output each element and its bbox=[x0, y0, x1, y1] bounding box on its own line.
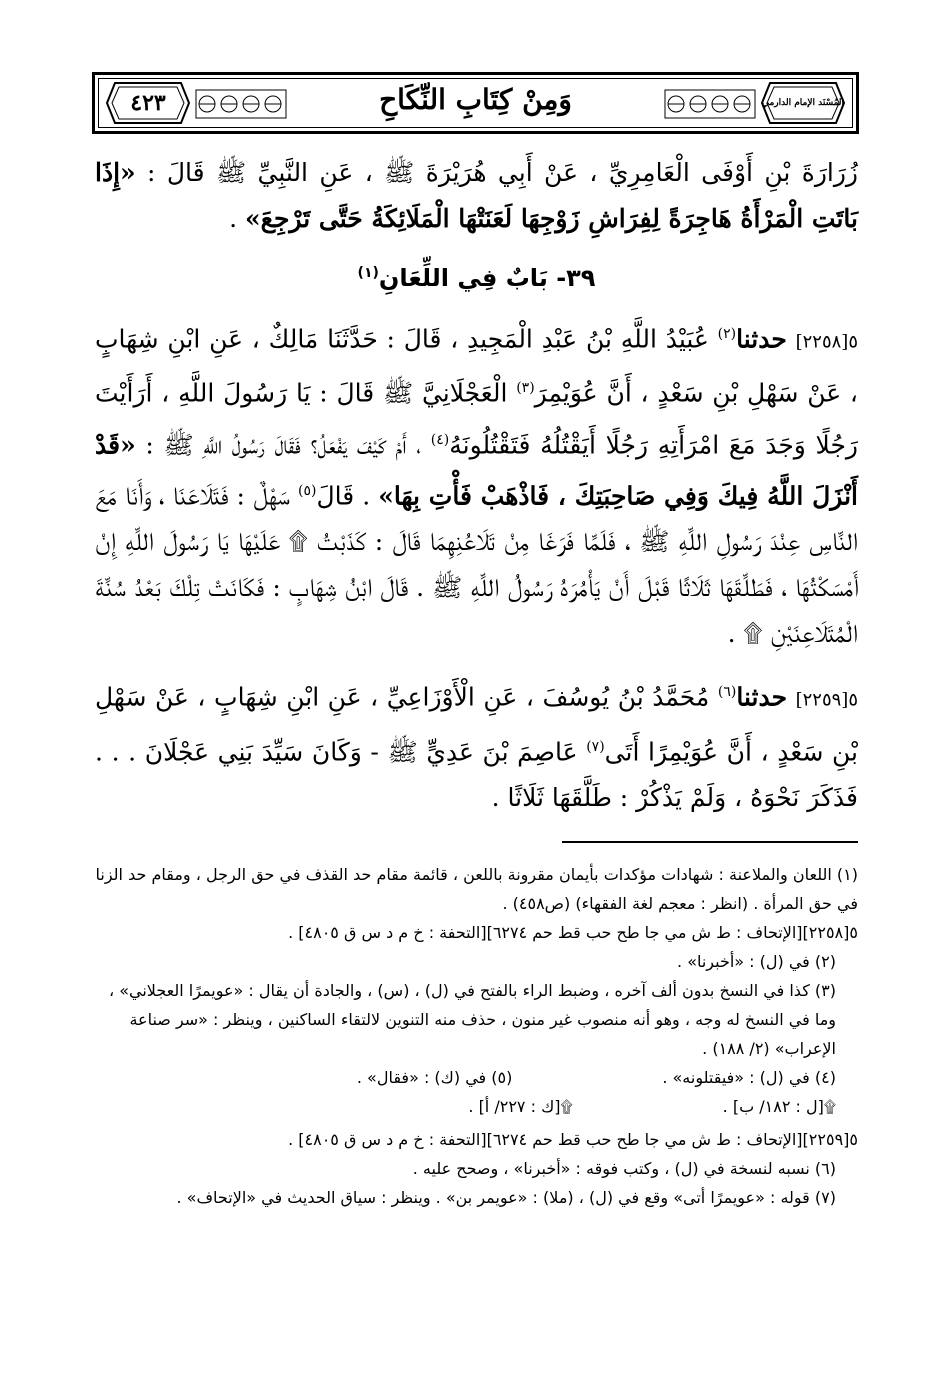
page-number: ٤٢٣ bbox=[130, 90, 166, 116]
footnote-divider bbox=[562, 841, 858, 843]
hadith-text: الْعَجْلَانِيَّ ﷺ قَالَ : يَا رَسُولَ اللَّهِ ، أَرَأَيْتَ رَجُلًا وَجَدَ مَعَ امْرَأَتِهِ رَجُلًا أَيَقْتُلُهُ فَتَقْتُلُونَهُ bbox=[95, 378, 858, 459]
footnote-row bbox=[95, 1063, 858, 1092]
footnote-ref: (٧) bbox=[586, 738, 605, 755]
footnote-ref: (٥) bbox=[298, 482, 317, 499]
chapter-heading bbox=[95, 248, 858, 303]
main-text bbox=[95, 150, 858, 821]
hadith-2259 bbox=[95, 669, 858, 821]
footnote-1: (١) اللعان والملاعنة : شهادات مؤكدات بأيمان مقرونة باللعن ، قائمة مقام حد القذف في حق الرجل ، ومقام حد الزنا في حق المرأة . (انظر : معجم لغة الفقهاء) (ص٤٥٨) . bbox=[95, 865, 858, 913]
folio-row bbox=[95, 1092, 858, 1121]
hadith-text: سَهْلٌ : فَتَلَاعَنَا ، وَأَنَا مَعَ النَّاسِ عِنْدَ رَسُولِ اللَّهِ ﷺ ، فَلَمَّا فَرَغَا مِنْ تَلَاعُنِهِمَا قَالَ : كَذَبْتُ ۩ عَلَيْهَا يَا رَسُولَ اللَّهِ إِنْ أَمْسَكْتُهَا ، فَطَلَّقَهَا ثَلَاثًا قَبْلَ أَنْ يَأْمُرَهُ رَسُولُ اللَّهِ ﷺ . قَالَ ابْنُ شِهَابٍ : فَكَانَتْ تِلْكَ بَعْدُ سُنَّةَ الْمُتَلَاعِنَيْنِ ۩ . bbox=[95, 481, 858, 649]
ithaf-reference: ٥[٢٢٥٩][الإتحاف : ط ش مي جا طح حب قط حم ٦٢٧٤][التحفة : خ م د س ق ٤٨٠٥] . bbox=[288, 1130, 858, 1149]
running-header bbox=[92, 72, 859, 134]
hadith-text: عُبَيْدُ اللَّهِ بْنُ عَبْدِ الْمَجِيدِ ، قَالَ : حَدَّثَنَا مَالِكٌ ، عَنِ ابْنِ شِهَابٍ ، عَنْ سَهْلِ بْنِ سَعْدٍ ، أَنَّ عُوَيْمِرَ bbox=[95, 324, 858, 408]
footnotes bbox=[95, 860, 858, 1212]
page-title: وَمِنْ كِتَابِ النِّكَاحِ bbox=[379, 83, 572, 116]
footnote-ref: (٦) bbox=[717, 684, 737, 701]
hadith-text: ، أَمْ كَيْفَ يَفْعَلُ؟ فَقَالَ رَسُولُ اللَّهِ ﷺ : bbox=[135, 429, 431, 459]
footnote-ref: (٤) bbox=[430, 431, 450, 448]
footnote-7: (٧) قوله : «عويمرًا أتى» وقع في (ل) ، (ملا) : «عويمر بن» . وينظر : سياق الحديث في «الإتحاف» . bbox=[176, 1188, 836, 1207]
opening-paragraph bbox=[95, 150, 858, 242]
footnote-6: (٦) نسبه لنسخة في (ل) ، وكتب فوقه : «أخبرنا» ، وصحح عليه . bbox=[412, 1159, 836, 1178]
hadith-quote: «قَدْ أَنْزَلَ اللَّهُ فِيكَ وَفِي صَاحِبَتِكَ ، فَاذْهَبْ فَأْتِ بِهَا» bbox=[95, 429, 858, 511]
hadith-2258 bbox=[95, 311, 858, 657]
footnote-ref: (١) bbox=[357, 265, 379, 281]
footnote-4: (٤) في (ل) : «فيقتلونه» . bbox=[662, 1068, 836, 1087]
logo-cartouche bbox=[760, 81, 846, 125]
ithaf-reference: ٥[٢٢٥٨][الإتحاف : ط ش مي جا طح حب قط حم ٦٢٧٤][التحفة : خ م د س ق ٤٨٠٥] . bbox=[288, 923, 858, 942]
chapter-title: ٣٩- بَابٌ فِي اللِّعَانِ bbox=[378, 264, 596, 292]
folio-ref: ۩[ل : ١٨٢/ ب] . bbox=[722, 1097, 836, 1116]
footnote-2: (٢) في (ل) : «أخبرنا» . bbox=[677, 952, 836, 971]
opening-end: . bbox=[229, 204, 246, 233]
logo: المُسْنَد الإمام الدارمي bbox=[761, 97, 845, 108]
ornament-left-icon bbox=[195, 89, 287, 119]
folio-ref: ۩[ك : ٢٢٧/ أ] . bbox=[468, 1097, 573, 1116]
haddathana-symbol: حدثنا bbox=[736, 682, 788, 712]
footnote-ref: (٢) bbox=[717, 326, 737, 342]
hadith-number: ٥[٢٢٥٩] bbox=[795, 689, 858, 711]
page-number-cartouche bbox=[105, 81, 191, 125]
opening-text: زُرَارَةَ بْنِ أَوْفَى الْعَامِرِيِّ ، عَنْ أَبِي هُرَيْرَةَ ﷺ ، عَنِ النَّبِيِّ ﷺ قَالَ : bbox=[135, 158, 858, 187]
ornament-right-icon bbox=[664, 89, 756, 119]
haddathana-symbol: حدثنا bbox=[736, 324, 787, 354]
hadith-text: عَاصِمَ بْنَ عَدِيٍّ ﷺ - وَكَانَ سَيِّدَ بَنِي عَجْلَانَ . . . فَذَكَرَ نَحْوَهُ ، وَلَمْ يَذْكُرْ : طَلَّقَهَا ثَلَاثًا . bbox=[95, 736, 858, 812]
footnote-ref: (٣) bbox=[516, 380, 535, 397]
hadith-text: . قَالَ bbox=[316, 481, 379, 511]
hadith-quote: «إِذَا بَاتَتِ الْمَرْأَةُ هَاجِرَةً لِفِرَاشِ زَوْجِهَا لَعَنَتْهَا الْمَلَائِكَةُ حَتَّى تَرْجِعَ» bbox=[95, 158, 858, 233]
footnote-3: (٣) كذا في النسخ بدون ألف آخره ، وضبط الراء بالفتح في (ل) ، (س) ، والجادة أن يقال : «عويمرًا العجلاني» ، وما في النسخ له وجه ، وهو أنه منصوب غير منون ، حذف منه التنوين لالتقاء الساكنين ، وينظر : «سر صناعة الإعراب» (٢/ ١٨٨) . bbox=[108, 981, 836, 1058]
hadith-number: ٥[٢٢٥٨] bbox=[795, 331, 858, 353]
hadith-text: مُحَمَّدُ بْنُ يُوسُفَ ، عَنِ الْأَوْزَاعِيِّ ، عَنِ ابْنِ شِهَابٍ ، عَنْ سَهْلِ بْنِ سَعْدٍ ، أَنَّ عُوَيْمِرًا أَتَى bbox=[95, 682, 859, 766]
footnote-5: (٥) في (ك) : «فقال» . bbox=[356, 1068, 513, 1087]
